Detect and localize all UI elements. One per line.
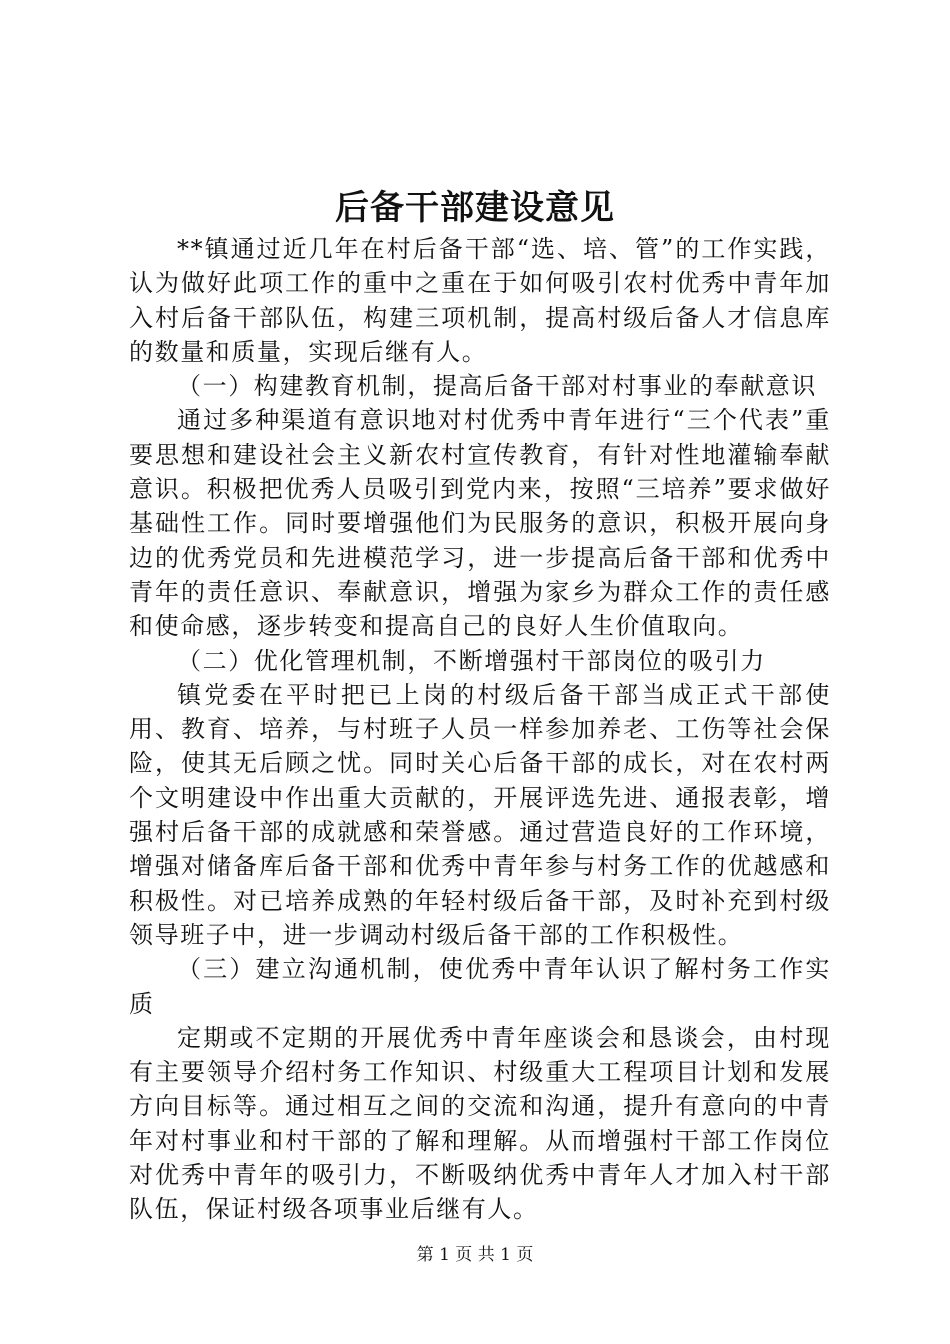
intro-paragraph: **镇通过近几年在村后备干部“选、培、管”的工作实践，认为做好此项工作的重中之重在于如何吸引农村优秀中青年加入村后备干部队伍，构建三项机制，提高村级后备人才信息库的数量和质量，实现后继有人。 xyxy=(129,235,831,366)
section-body-communication: 定期或不定期的开展优秀中青年座谈会和恳谈会，由村现有主要领导介绍村务工作知识、村级重大工程项目计划和发展方向目标等。通过相互之间的交流和沟通，提升有意向的中青年对村事业和村干部的了解和理解。从而增强村干部工作岗位对优秀中青年的吸引力，不断吸纳优秀中青年人才加入村干部队伍，保证村级各项事业后继有人。 xyxy=(129,1023,831,1224)
document-body xyxy=(129,232,831,1227)
section-body-education: 通过多种渠道有意识地对村优秀中青年进行“三个代表”重要思想和建设社会主义新农村宣传教育，有针对性地灌输奉献意识。积极把优秀人员吸引到党内来，按照“三培养”要求做好基础性工作。同时要增强他们为民服务的意识，积极开展向身边的优秀党员和先进模范学习，进一步提高后备干部和优秀中青年的责任意识、奉献意识，增强为家乡为群众工作的责任感和使命感，逐步转变和提高自己的良好人生价值取向。 xyxy=(129,406,831,641)
section-body-management: 镇党委在平时把已上岗的村级后备干部当成正式干部使用、教育、培养，与村班子人员一样参加养老、工伤等社会保险，使其无后顾之忧。同时关心后备干部的成长，对在农村两个文明建设中作出重大贡献的，开展评选先进、通报表彰，增强村后备干部的成就感和荣誉感。通过营造良好的工作环境，增强对储备库后备干部和优秀中青年参与村务工作的优越感和积极性。对已培养成熟的年轻村级后备干部，及时补充到村级领导班子中，进一步调动村级后备干部的工作积极性。 xyxy=(129,680,831,949)
page-number-footer: 第 1 页 共 1 页 xyxy=(416,1245,534,1265)
section-heading-management: （二）优化管理机制，不断增强村干部岗位的吸引力 xyxy=(177,646,766,675)
document-title: 后备干部建设意见 xyxy=(335,188,615,228)
section-heading-education: （一）构建教育机制，提高后备干部对村事业的奉献意识 xyxy=(177,372,817,401)
section-heading-communication: （三）建立沟通机制，使优秀中青年认识了解村务工作实质 xyxy=(129,955,831,1018)
